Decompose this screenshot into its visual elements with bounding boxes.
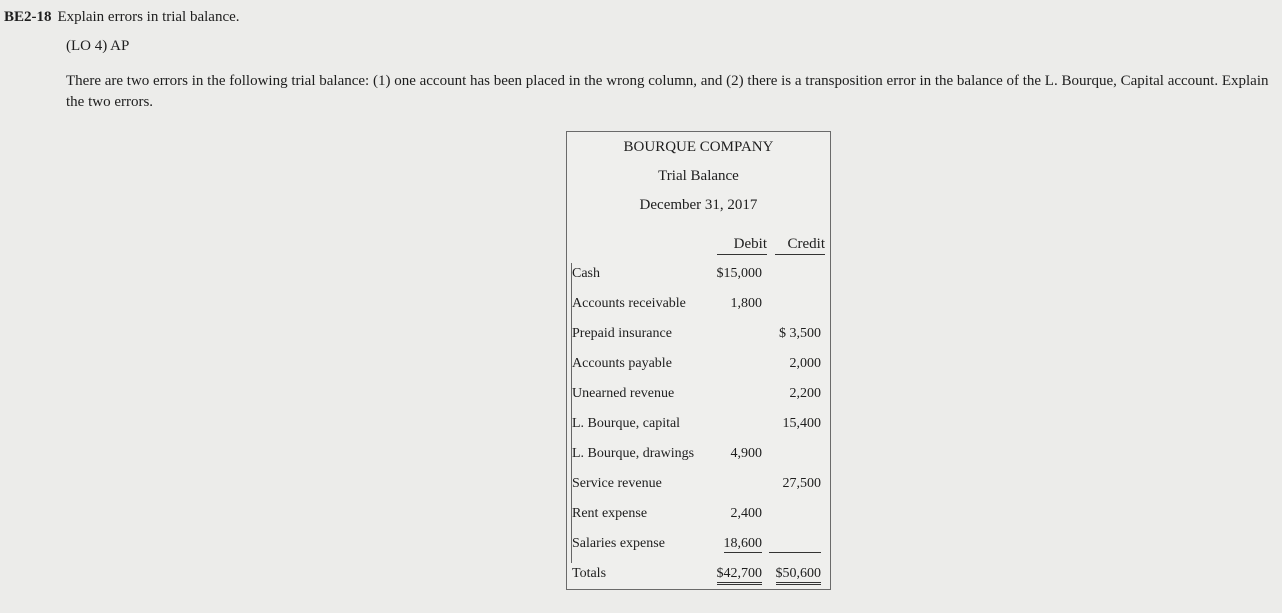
table-row [567,503,830,533]
account-rows [567,263,830,593]
table-row [567,533,830,563]
debit-amount: 18,600 [723,536,762,551]
table-row [567,383,830,413]
statement-date: December 31, 2017 [639,197,758,213]
debit-column-header: Debit [717,236,767,255]
credit-amount: 27,500 [782,476,821,491]
totals-row [567,563,830,593]
table-row [567,443,830,473]
credit-amount: 15,400 [782,416,821,431]
question-prompt: There are two errors in the following trial balance: (1) one account has been placed in the wrong column, and (2) there is a transposition error in the balance of the L. Bourque, Capital account. Explain the two errors. [66,73,1269,110]
learning-objective: (LO 4) AP [66,38,130,54]
debit-amount: $15,000 [716,266,762,281]
debit-total: $42,700 [717,566,763,585]
table-row [567,473,830,503]
company-name: BOURQUE COMPANY [623,139,774,155]
credit-amount: 2,200 [789,386,821,401]
credit-amount: 2,000 [789,356,821,371]
question-number: BE2-18 [4,9,52,25]
account-name: Accounts payable [572,356,672,371]
account-name: L. Bourque, drawings [572,446,695,461]
question-header [4,9,240,26]
statement-name: Trial Balance [658,168,739,184]
debit-amount: 1,800 [730,296,762,311]
totals-label: Totals [572,566,607,581]
table-row [567,413,830,443]
account-name: Accounts receivable [572,296,686,311]
account-name: Service revenue [572,476,662,491]
trial-balance-table [566,131,831,590]
account-name: Unearned revenue [572,386,675,401]
credit-total: $50,600 [776,566,822,585]
credit-subtotal-rule [769,552,821,553]
account-name: Salaries expense [572,536,665,551]
credit-column-header: Credit [775,236,825,255]
debit-amount: 4,900 [730,446,762,461]
credit-amount: $ 3,500 [779,326,821,341]
question-title: Explain errors in trial balance. [57,9,240,25]
account-name: L. Bourque, capital [572,416,681,431]
table-row [567,323,830,353]
table-row [567,293,830,323]
account-name: Prepaid insurance [572,326,672,341]
debit-amount: 2,400 [730,506,762,521]
account-name: Cash [572,266,600,281]
table-row [567,353,830,383]
table-row [567,263,830,293]
account-name: Rent expense [572,506,648,521]
